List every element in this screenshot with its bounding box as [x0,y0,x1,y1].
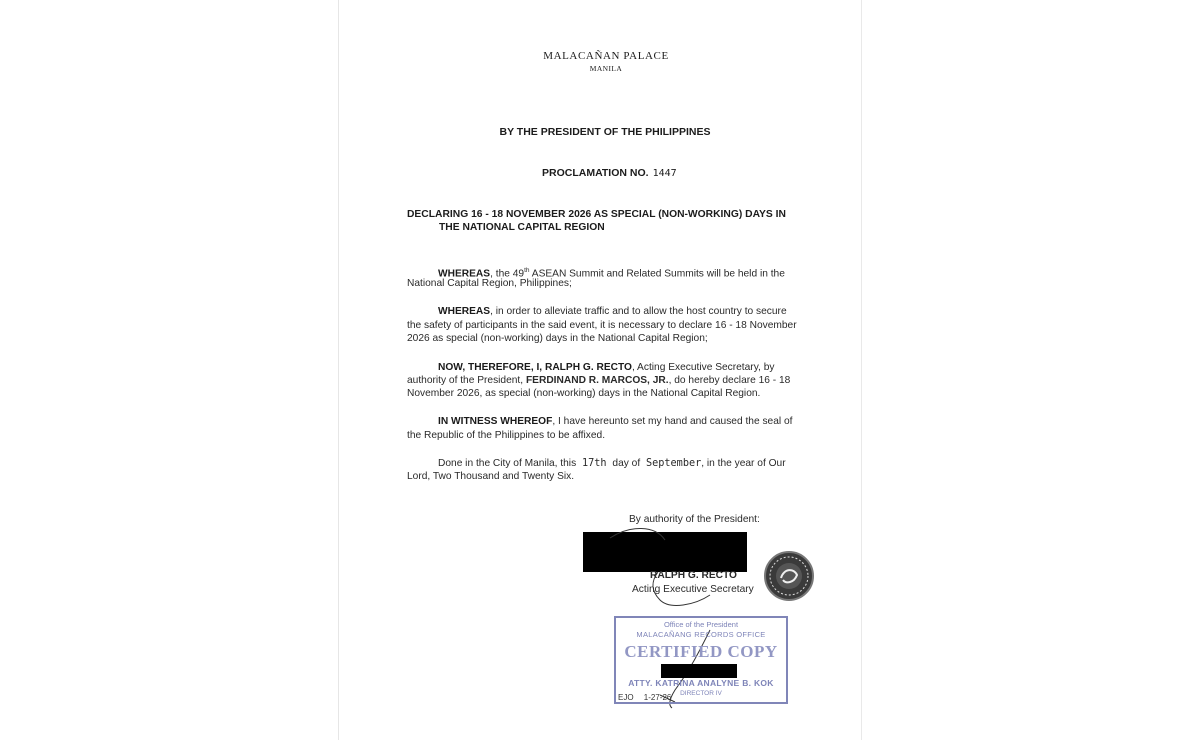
now-therefore-line-3: November 2026, as special (non-working) days in the National Capital Region. [407,388,761,399]
stamp-office: Office of the President [663,620,739,629]
whereas-1-line-1: WHEREAS, the 49th ASEAN Summit and Related Summits will be held in the [438,267,785,280]
by-authority: By authority of the President: [629,514,760,525]
witness-line-2: the Republic of the Philippines to be affixed. [407,430,606,441]
stamp-attorney: ATTY. KATRINA ANALYNE B. KOK [628,678,774,688]
stamp-date: 1-27-26 [643,693,672,702]
whereas-1-line-2: National Capital Region, Philippines; [407,278,572,289]
now-therefore-line-2: authority of the President, FERDINAND R. MARCOS, JR., do hereby declare 16 - 18 [407,375,791,386]
palace-name: MALACAÑAN PALACE [543,50,669,62]
title-line-2: THE NATIONAL CAPITAL REGION [439,222,605,233]
proclamation-no: 1447 [652,168,677,179]
done-day: 17th [582,458,607,469]
done-line-1: Done in the City of Manila, this 17th day of September, in the year of Our [438,458,786,469]
whereas-2-line-2: the safety of participants in the said event, it is necessary to declare 16 - 18 November [407,320,797,331]
stamp-director: DIRECTOR IV [680,690,722,697]
certified-copy-stamp [614,616,788,704]
witness-line-1: IN WITNESS WHEREOF, I have hereunto set my hand and caused the seal of [438,416,793,427]
whereas-2-line-1: WHEREAS, in order to alleviate traffic and to allow the host country to secure [438,306,787,317]
whereas-2-line-3: 2026 as special (non-working) days in the National Capital Region; [407,333,708,344]
stamp-handwritten [618,693,671,702]
title-line-1: DECLARING 16 - 18 NOVEMBER 2026 AS SPECIAL (NON-WORKING) DAYS IN [407,209,786,220]
signatory-position: Acting Executive Secretary [632,584,754,595]
stamp-redaction [661,664,737,678]
stamp-records: MALACAÑANG RECORDS OFFICE [636,630,766,639]
signatory-name: RALPH G. RECTO [650,570,737,581]
done-line-2: Lord, Two Thousand and Twenty Six. [407,471,575,482]
now-therefore-line-1: NOW, THEREFORE, I, RALPH G. RECTO, Acting Executive Secretary, by [438,362,775,373]
republic-seal-icon [764,551,814,601]
palace-city: MANILA [589,64,623,73]
stamp-ref: EJO [618,693,634,702]
president-line: BY THE PRESIDENT OF THE PHILIPPINES [499,126,711,138]
proclamation-number [542,167,677,179]
stamp-certified: CERTIFIED COPY [624,642,778,661]
proclamation-label: PROCLAMATION NO. [542,167,649,179]
done-month: September [646,458,702,469]
